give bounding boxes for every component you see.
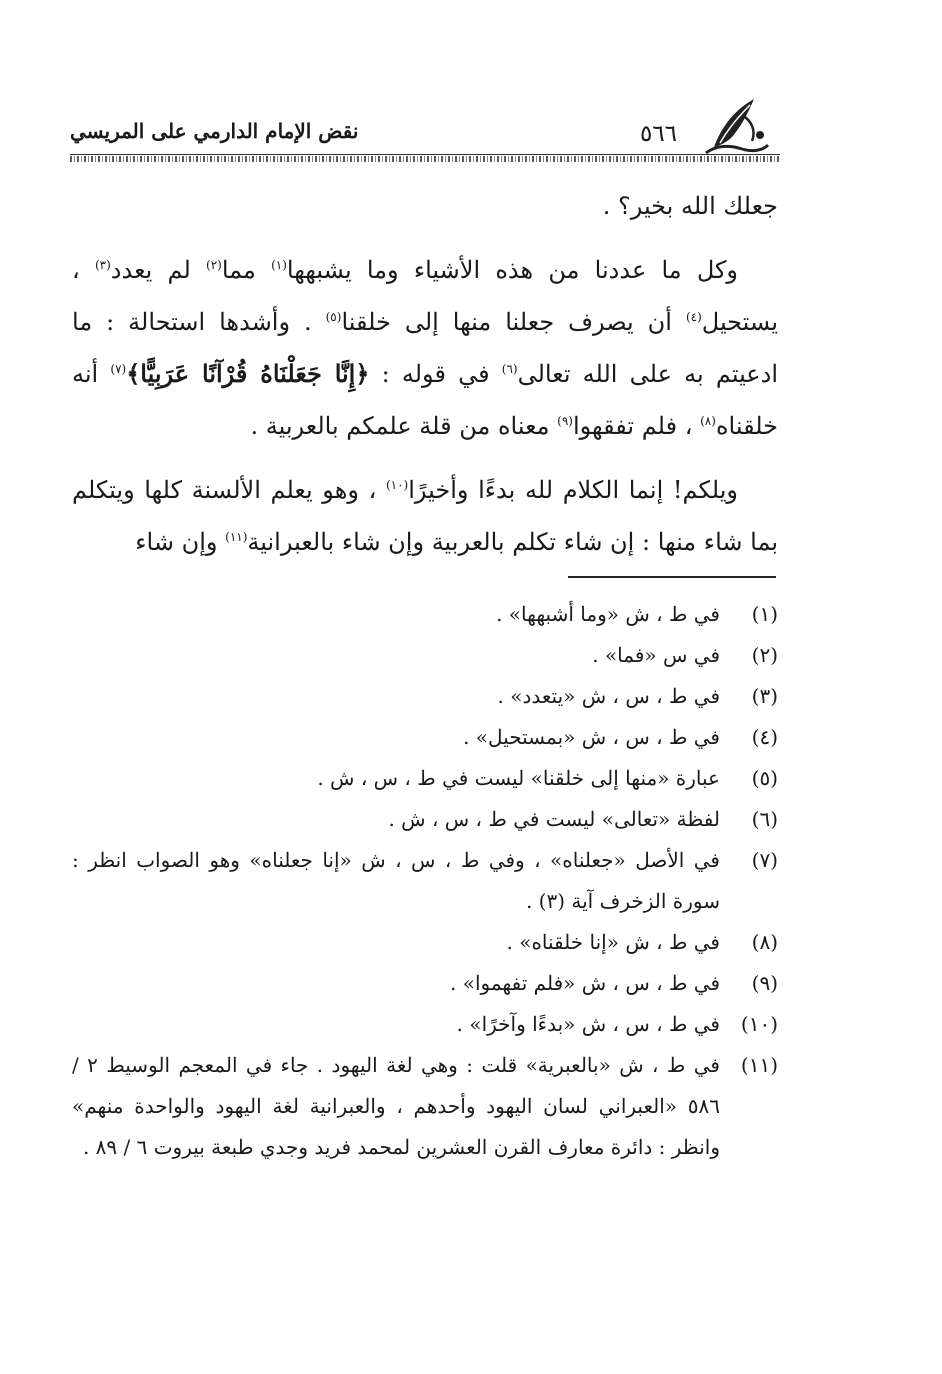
footnote-text: لفظة «تعالى» ليست في ط ، س ، ش . xyxy=(388,807,720,831)
running-title: نقض الإمام الدارمي على المريسي xyxy=(70,119,359,143)
footnote-item xyxy=(72,840,778,922)
footnote-ref-1: (١) xyxy=(271,258,287,272)
footnote-number: (٨) xyxy=(751,930,778,954)
footnote-text: في ط ، ش «وما أشبهها» . xyxy=(496,602,720,626)
page-header xyxy=(70,105,782,155)
paragraph-1: جعلك الله بخير؟ . xyxy=(602,192,778,220)
footnote-number: (٥) xyxy=(751,766,778,790)
header-divider-pattern xyxy=(70,156,780,162)
footnote-number: (٦) xyxy=(751,807,778,831)
footnote-ref-7: (٧) xyxy=(110,362,127,376)
footnote-number: (٢) xyxy=(751,643,778,667)
footnote-number: (٩) xyxy=(751,971,778,995)
footnote-text: في ط ، ش «إنا خلقناه» . xyxy=(506,930,720,954)
paragraph-2: وكل ما عددنا من هذه الأشياء وما يشبهها$^{(١)}$ مما$^{(٢)}$ لم يعدد$^{(٣)}$ ، يستحيل$^{(٤)}$ أن يصرف جعلنا منها إلى خلقنا$^{(٥)}$ . وأشدها استحالة : ما ادعيتم به على الله تعالى$^{(٦)}$ في قوله : ﴿إِنَّا جَعَلْنَاهُ قُرْآنًا عَرَبِيًّا﴾$^{(٧)}$ أنه خلقناه$^{(٨)}$ ، فلم تفقهوا$^{(٩)}$ معناه من قلة علمكم بالعربية . xyxy=(72,256,779,440)
footnote-ref-5: (٥) xyxy=(325,310,342,324)
footnote-number: (١) xyxy=(751,602,778,626)
header-divider-line xyxy=(70,154,780,155)
footnote-text: عبارة «منها إلى خلقنا» ليست في ط ، س ، ش . xyxy=(317,766,720,790)
footnote-item xyxy=(72,922,778,963)
main-text xyxy=(72,180,778,568)
footnote-item xyxy=(72,1045,778,1168)
footnote-item xyxy=(72,676,778,717)
footnote-number: (١٠) xyxy=(740,1012,778,1036)
page-number: ٥٦٦ xyxy=(639,121,677,147)
footnote-item xyxy=(72,963,778,1004)
footnote-item xyxy=(72,1004,778,1045)
footnote-ref-4: (٤) xyxy=(685,310,702,324)
footnote-ref-11: (١١) xyxy=(225,530,248,544)
quill-ornament-icon xyxy=(702,95,772,157)
footnote-ref-9: (٩) xyxy=(557,414,573,428)
footnote-ref-6: (٦) xyxy=(501,362,518,376)
footnote-number: (١١) xyxy=(740,1053,778,1077)
footnote-text: في ط ، ش «بالعبرية» قلت : وهي لغة اليهود . جاء في المعجم الوسيط ٢ / ٥٨٦ «العبراني لسان اليهود وأحدهم ، والعبرانية لغة اليهود والواحدة منهم» وانظر : دائرة معارف القرن العشرين لمحمد فريد وجدي طبعة بيروت ٦ / ٨٩ . xyxy=(72,1053,720,1159)
footnote-text: في ط ، س ، ش «فلم تفهموا» . xyxy=(450,971,720,995)
footnote-item xyxy=(72,717,778,758)
footnote-text: في الأصل «جعلناه» ، وفي ط ، س ، ش «إنا جعلناه» وهو الصواب انظر : سورة الزخرف آية (٣) . xyxy=(72,848,720,913)
footnote-item xyxy=(72,594,778,635)
footnote-number: (٧) xyxy=(751,848,778,872)
footnote-item xyxy=(72,799,778,840)
paragraph-3: ويلكم! إنما الكلام لله بدءًا وأخيرًا$^{(١٠)}$ ، وهو يعلم الألسنة كلها ويتكلم بما شاء منها : إن شاء تكلم بالعربية وإن شاء بالعبرانية$^{(١١)}$ وإن شاء xyxy=(72,476,778,556)
footnote-number: (٣) xyxy=(751,684,778,708)
footnote-text: في ط ، س ، ش «بدءًا وآخرًا» . xyxy=(456,1012,720,1036)
footnote-ref-8: (٨) xyxy=(700,414,716,428)
footnote-text: في ط ، س ، ش «بمستحيل» . xyxy=(463,725,720,749)
quran-verse: ﴿إِنَّا جَعَلْنَاهُ قُرْآنًا عَرَبِيًّا﴾ xyxy=(126,359,370,388)
footnote-ref-10: (١٠) xyxy=(385,478,409,492)
footnote-text: في س «فما» . xyxy=(592,643,720,667)
footnote-item xyxy=(72,758,778,799)
footnote-separator xyxy=(568,576,776,578)
footnote-number: (٤) xyxy=(751,725,778,749)
footnote-ref-3: (٣) xyxy=(94,258,111,272)
footnotes xyxy=(72,594,778,1168)
footnote-text: في ط ، س ، ش «يتعدد» . xyxy=(497,684,720,708)
footnote-item xyxy=(72,635,778,676)
footnote-ref-2: (٢) xyxy=(206,258,222,272)
